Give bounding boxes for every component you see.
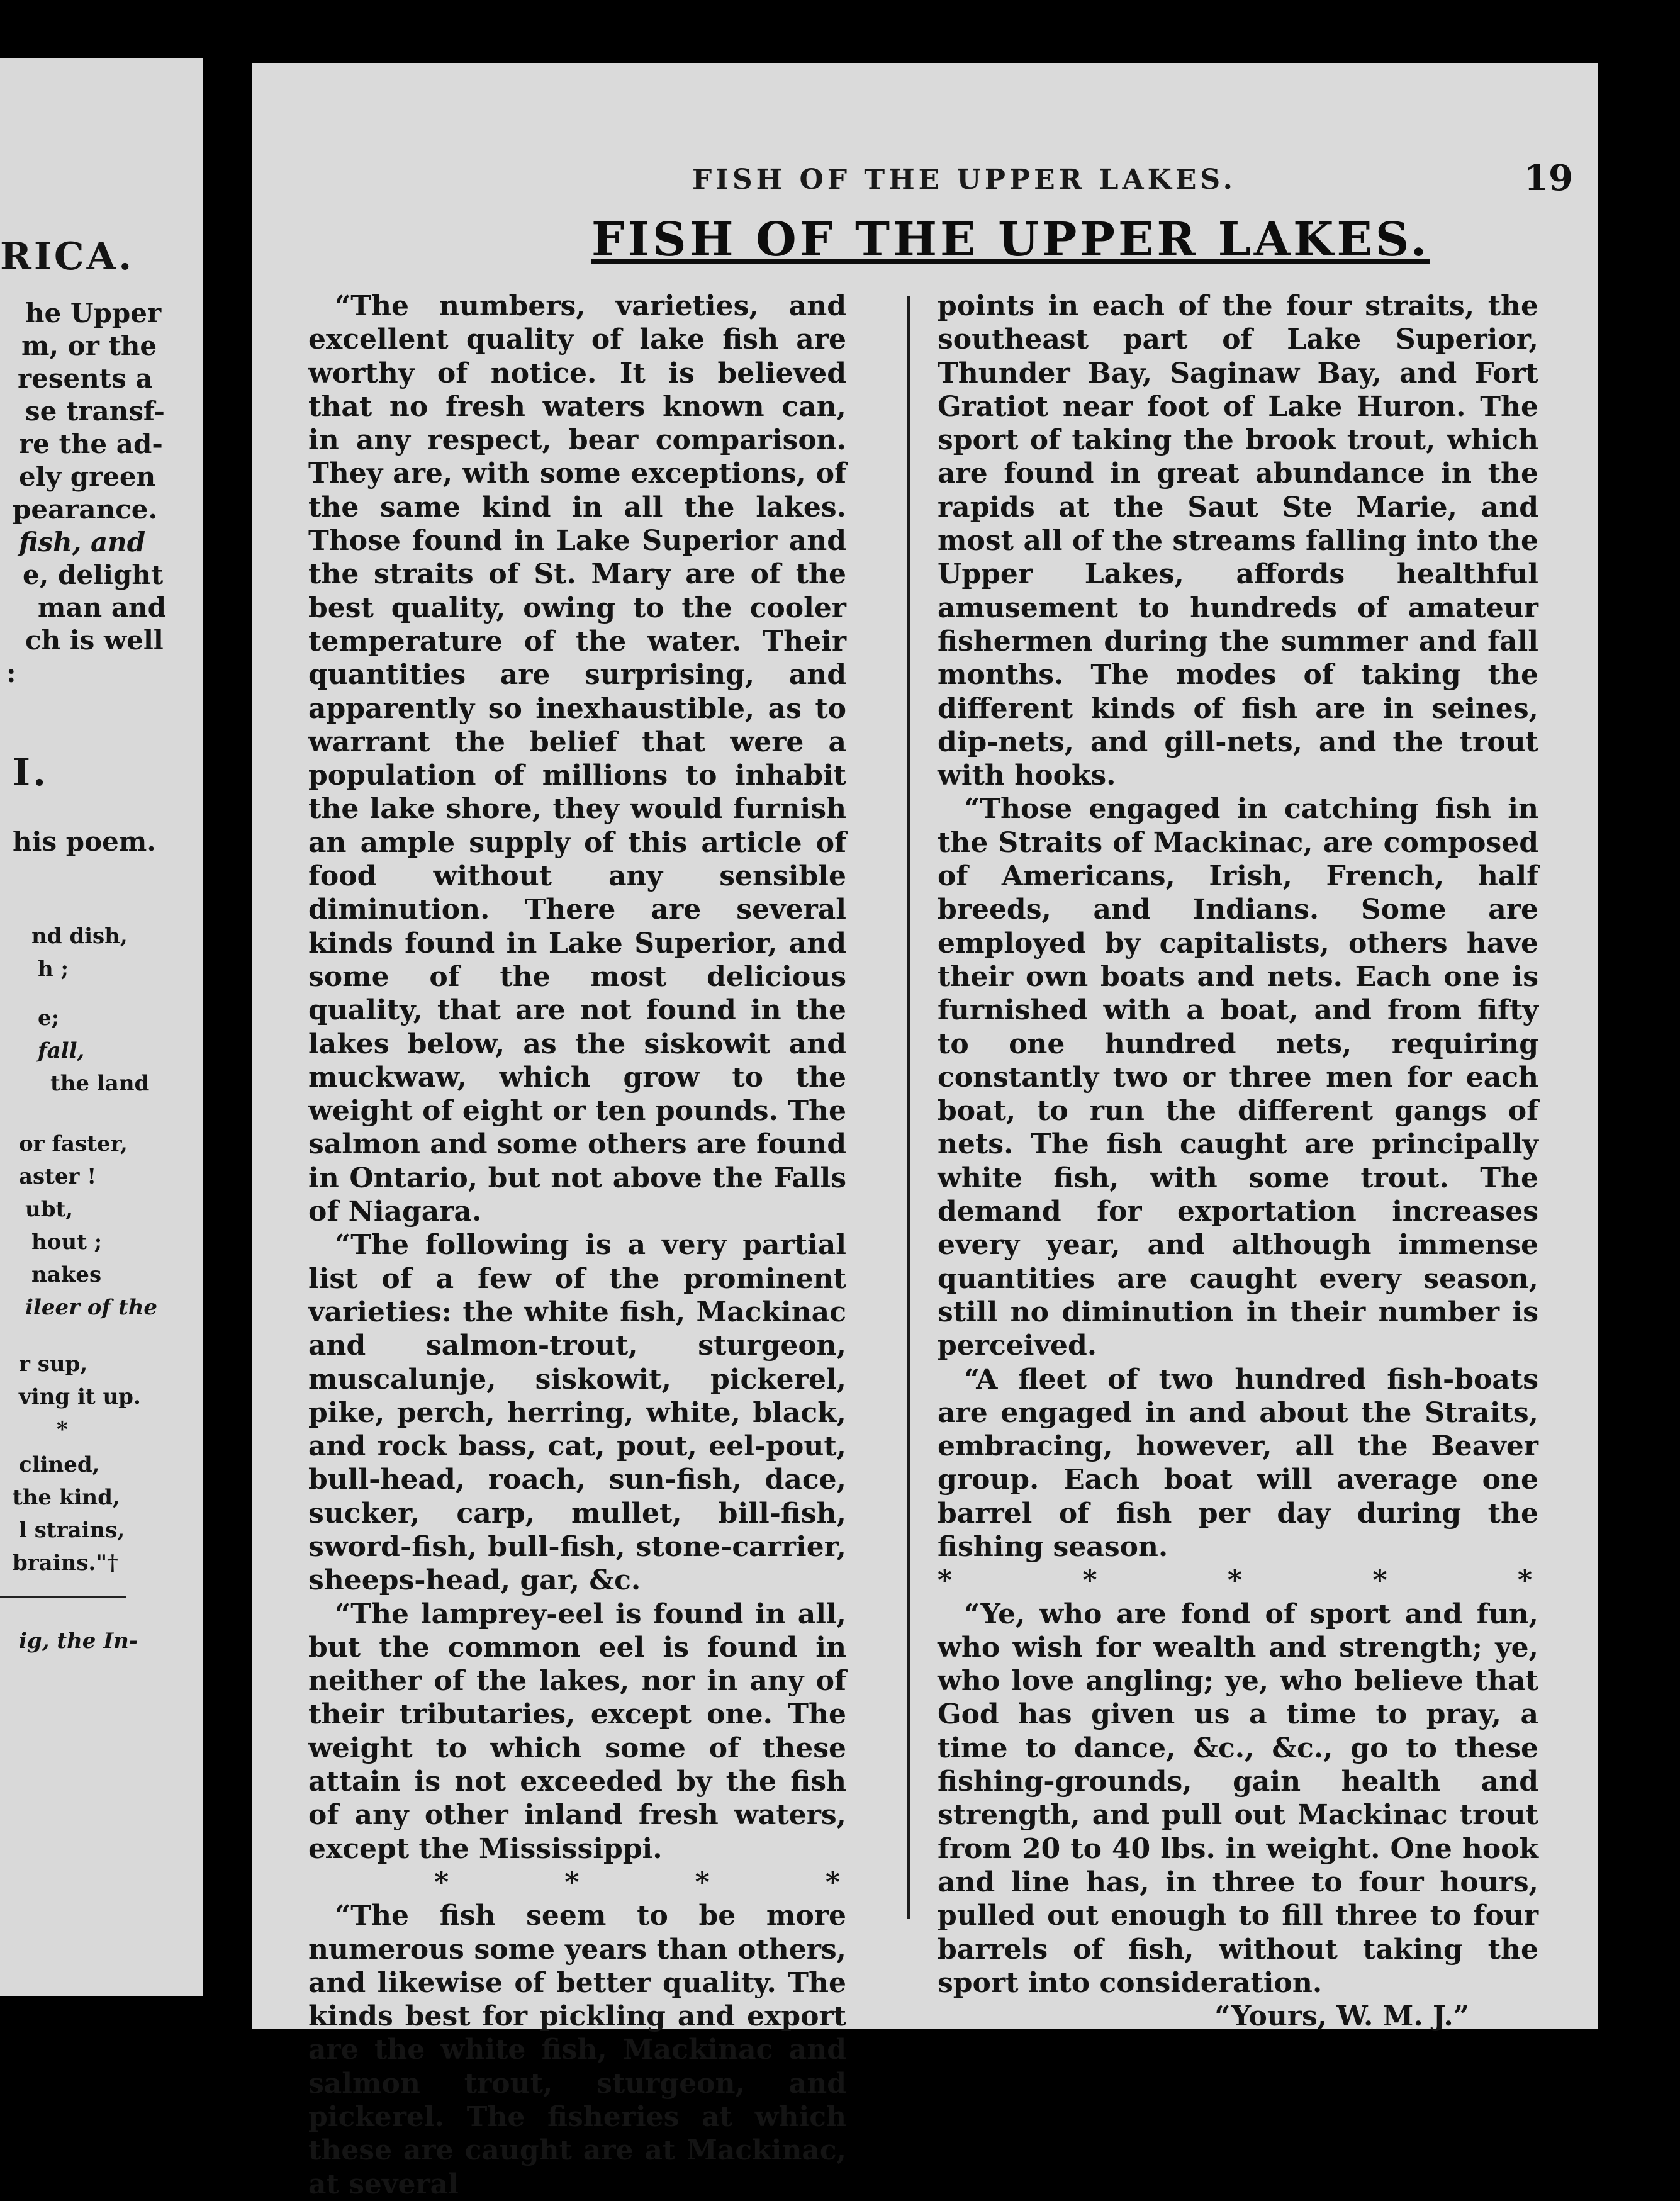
left-fragment-line: RICA. (0, 235, 135, 279)
left-fragment-line: I. (13, 751, 48, 795)
asterisk: * (938, 1564, 953, 1597)
left-fragment-line: e; (38, 1005, 60, 1031)
asterisk: * (695, 1866, 710, 1898)
asterisk: * (1082, 1564, 1097, 1597)
main-page (252, 63, 1598, 2200)
left-page-fragment (0, 58, 203, 1996)
article-title: FISH OF THE UPPER LAKES. (591, 213, 1430, 267)
left-fragment-line: ving it up. (19, 1384, 141, 1409)
left-fragment-line: ubt, (25, 1197, 74, 1222)
left-fragment-line: se transf- (25, 396, 165, 427)
left-fragment-line: he Upper (25, 298, 162, 328)
paragraph: “The fish seem to be more numerous some years than others, and likewise of better quality. The kinds best for pickling and export are the white fish, Mackinac and salmon trout, sturgeon, and pickerel. The fisheries at which these are caught are at Mackinac, at several (308, 1900, 846, 2200)
asterisk: * (1227, 1564, 1242, 1597)
paragraph: “The numbers, varieties, and excellent quality of lake fish are worthy of notice. It is believed that no fresh waters known can, in any respect, bear comparison. They are, with some exceptions, of the same kind in all the lakes. Those found in Lake Superior and the straits of St. Mary are of the best quality, owing to the cooler temperature of the water. Their quantities are surprising, and apparently so inexhaustible, as to warrant the belief that were a population of millions to inhabit the lake shore, they would furnish an ample supply of this article of food without any sensible diminution. There are several kinds found in Lake Superior, and some of the most delicious quality, that are not found in the lakes below, as the siskowit and muckwaw, which grow to the weight of eight or ten pounds. The salmon and some others are found in Ontario, but not above the Falls of Niagara. (308, 290, 846, 1228)
page-number: 19 (1524, 157, 1573, 199)
left-fragment-line: the kind, (13, 1485, 120, 1510)
asterisk: * (434, 1866, 449, 1898)
asterisk: * (825, 1866, 840, 1898)
section-break (308, 1866, 846, 1899)
left-fragment-line: fish, and (19, 527, 146, 557)
left-fragment-line: ch is well (25, 625, 164, 656)
left-fragment-line: m, or the (21, 330, 157, 361)
left-fragment-line: hout ; (31, 1229, 103, 1255)
left-fragment-line: * (57, 1417, 68, 1442)
left-fragment-line: h ; (38, 956, 69, 982)
left-fragment-line: nd dish, (31, 924, 128, 949)
left-column (308, 289, 846, 2201)
paragraph: points in each of the four straits, the southeast part of Lake Superior, Thunder Bay, Saginaw Bay, and Fort Gratiot near foot of Lake Huron. The sport of taking the brook trout, which are found in great abundance in the rapids at the Saut Ste Marie, and most all of the streams falling into the Upper Lakes, affords healthful amusement to hundreds of amateur fishermen during the summer and fall months. The modes of taking the different kinds of fish are in seines, dip-nets, and gill-nets, and the trout with hooks. (938, 290, 1538, 792)
left-fragment-line: l strains, (19, 1518, 125, 1543)
left-fragment-line: his poem. (13, 826, 156, 857)
left-fragment-line: ileer of the (25, 1295, 158, 1320)
section-break (938, 1564, 1538, 1597)
left-fragment-line: : (6, 658, 16, 688)
left-fragment-line: nakes (31, 1262, 102, 1287)
left-fragment-line: re the ad- (19, 428, 163, 459)
left-fragment-line: man and (38, 592, 166, 623)
left-rule (0, 1596, 126, 1598)
paragraph: “The following is a very partial list of a few of the prominent varieties: the white fish, Mackinac and salmon-trout, sturgeon, muscalunje, siskowit, pickerel, pike, perch, herring, white, black, and rock bass, cat, pout, eel-pout, bull-head, roach, sun-fish, dace, sucker, carp, mullet, bill-fish, sword-fish, bull-fish, stone-carrier, sheeps-head, gar, &c. (308, 1229, 846, 1597)
paragraph: “A fleet of two hundred fish-boats are engaged in and about the Straits, embracing, however, all the Beaver group. Each boat will average one barrel of fish per day during the fishing season. (938, 1363, 1538, 1563)
left-fragment-line: fall, (38, 1038, 85, 1063)
right-column (938, 289, 1538, 2033)
asterisk: * (1372, 1564, 1387, 1597)
paragraph: “The lamprey-eel is found in all, but the common eel is found in neither of the lakes, nor in any of their tributaries, except one. The weight to which some of these attain is not exceeded by the fish of any other inland fresh waters, except the Mississippi. (308, 1598, 846, 1865)
left-fragment-line: e, delight (23, 559, 164, 590)
signature: “Yours, W. M. J.” (1214, 2000, 1469, 2033)
column-divider (907, 296, 910, 1919)
left-fragment-line: pearance. (13, 494, 158, 525)
asterisk: * (564, 1866, 580, 1898)
left-fragment-line: or faster, (19, 1131, 128, 1157)
left-fragment-line: ig, the In- (19, 1628, 138, 1654)
left-fragment-line: r sup, (19, 1352, 88, 1377)
left-fragment-line: aster ! (19, 1164, 97, 1189)
left-fragment-line: ely green (19, 461, 156, 492)
asterisk: * (1517, 1564, 1532, 1597)
running-head: FISH OF THE UPPER LAKES. (692, 164, 1236, 196)
left-fragment-line: the land (50, 1071, 150, 1096)
left-fragment-line: clined, (19, 1452, 100, 1477)
paragraph: “Ye, who are fond of sport and fun, who wish for wealth and strength; ye, who love angling; ye, who believe that God has given us a time to pray, a time to dance, &c., &c., go to these fishing-grounds, gain health and strength, and pull out Mackinac trout from 20 to 40 lbs. in weight. One hook and line has, in three to four hours, pulled out enough to fill three to four barrels of fish, without taking the sport into consideration. (938, 1598, 1538, 1999)
left-fragment-line: brains."† (13, 1550, 118, 1576)
left-fragment-line: resents a (18, 363, 153, 394)
paragraph: “Those engaged in catching fish in the Straits of Mackinac, are composed of Americans, Irish, French, half breeds, and Indians. Some are employed by capitalists, others have their own boats and nets. Each one is furnished with a boat, and from fifty to one hundred nets, requiring constantly two or three men for each boat, to run the different gangs of nets. The fish caught are principally white fish, with some trout. The demand for exportation increases every year, and although immense quantities are caught every season, still no diminution in their number is perceived. (938, 793, 1538, 1362)
